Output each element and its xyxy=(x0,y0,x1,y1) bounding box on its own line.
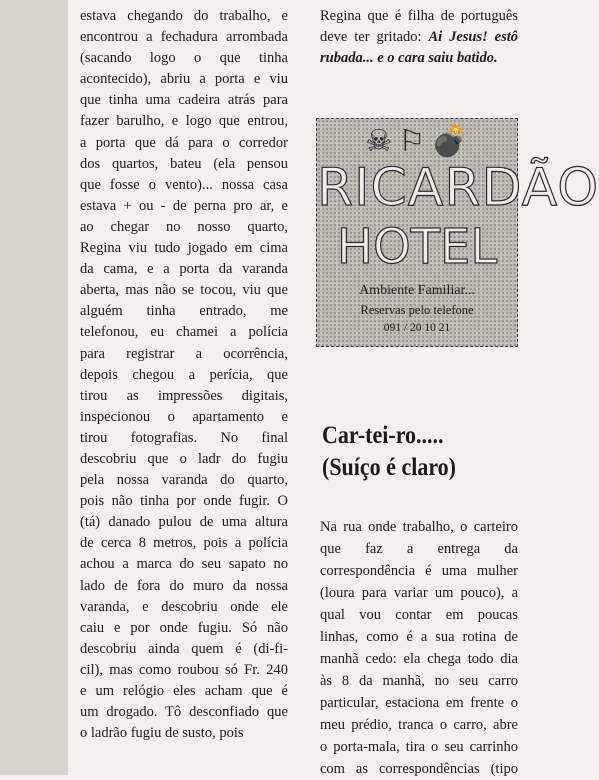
ad-title: RICARDÃO xyxy=(317,158,599,218)
text-line: lado de fora do muro da nossa xyxy=(80,577,288,594)
text-line: (loura para variar um pouco), a xyxy=(320,585,518,601)
text-line: pela nossa varanda do quarto, xyxy=(80,472,288,489)
exclamation-text: Ai Jesus! estô xyxy=(428,29,518,45)
ad-reservation-text: Reservas pelo telefone xyxy=(360,303,474,317)
text-line: às 8 da manhã, no seu carro xyxy=(320,673,518,689)
skull-crossbones-icon: ☠ xyxy=(365,125,393,158)
text-line: encontrou a fechadura arrombada xyxy=(80,29,288,46)
right-article-top xyxy=(320,6,518,69)
text-line: o ladrão fugiu de susto, pois xyxy=(80,725,244,742)
text-line: para registrar a ocorrência, xyxy=(80,345,288,362)
text-line: que fosse o vento)... nossa casa xyxy=(80,176,288,193)
text-line: que tinha uma cadeira atrás para xyxy=(80,92,288,109)
text-line: dos quartos, bateu (ela pensou xyxy=(80,155,288,172)
text-line: tirou fotografias. No final xyxy=(80,429,288,446)
text-line: e um relógio eles acham que é xyxy=(80,683,288,699)
bomb-icon: 💣 xyxy=(431,125,469,158)
text-line: descobriu que o ladr do fugiu xyxy=(80,450,288,467)
text-line: caiu e por onde fugiu. Só não xyxy=(80,619,288,636)
exclamation-text: rubada... e o cara saiu batido. xyxy=(320,50,498,66)
text-line: alguém tinha entrado, me xyxy=(80,303,288,320)
text-line: o porta-mala, tira o seu carrinho xyxy=(320,739,518,755)
text-line: achou a marca do seu sapato no xyxy=(80,556,288,573)
text-line: um drogado. Tô desconfiado que xyxy=(80,704,288,721)
text-line: linhas, como é a sua rotina de xyxy=(320,629,518,645)
text-line: manhã cedo: ela chega todo dia xyxy=(320,651,518,667)
text-line: Regina que é filha de português xyxy=(320,8,518,24)
article-headline xyxy=(322,420,498,484)
text-line: Regina viu tudo jogado em cima xyxy=(80,240,288,257)
text-plain: deve ter gritado: xyxy=(320,29,429,45)
text-line: que faz a entrega da xyxy=(320,541,518,557)
text-line: Na rua onde trabalho, o carteiro xyxy=(320,519,518,535)
text-line: cil), mas como roubou só Fr. 240 xyxy=(80,661,288,678)
text-line: fazer barulho, e logo que entrou, xyxy=(80,113,288,130)
ad-phone-number: 091 / 20 10 21 xyxy=(383,322,451,334)
text-line: qual vou contar em poucas xyxy=(320,607,518,623)
text-line: particular, estaciona em frente o xyxy=(320,695,518,711)
text-line xyxy=(320,27,518,48)
left-article-column xyxy=(80,6,288,744)
text-line: descobriu ainda quem é (di-fi- xyxy=(80,640,288,657)
text-line: (tá) danado pulou de uma altura xyxy=(80,514,288,531)
headline-line: Car-tei-ro..... xyxy=(322,422,444,449)
text-line: a porta que dá para o corredor xyxy=(80,134,288,151)
text-line: correspondência é uma mulher xyxy=(320,563,518,579)
text-line: (sacando logo o que tinha xyxy=(80,50,288,67)
text-line: com as correspondências (tipo xyxy=(320,761,518,777)
page-margin xyxy=(0,0,68,775)
hotel-advertisement xyxy=(316,118,599,347)
text-line: aberta, mas não se tocou, viu que xyxy=(80,282,288,299)
text-line: acontecido), abriu a porta e viu xyxy=(80,71,288,88)
text-line: pois não tinha por onde fugir. O xyxy=(80,493,288,510)
text-line: varanda, e descobriu onde ele xyxy=(80,598,288,615)
right-article-bottom xyxy=(320,516,518,780)
text-line: da cama, e a porta da varanda xyxy=(80,261,288,278)
text-line: meu prédio, tranca o carro, abre xyxy=(320,717,518,733)
headline-line: (Suíço é claro) xyxy=(322,454,457,481)
text-line: depois chegou a perícia, que xyxy=(80,366,288,383)
text-line: inspecionou o apartamento e xyxy=(80,408,288,425)
text-line: tirou as impressões digitais, xyxy=(80,387,288,404)
text-line: telefonou, eu chamei a polícia xyxy=(80,324,288,341)
text-line: de cerca 8 metros, pois a polícia xyxy=(80,535,288,552)
ad-tagline: Ambiente Familiar... xyxy=(359,283,475,298)
ad-subtitle: HOTEL xyxy=(336,219,498,275)
text-line: estava + ou - de perna pro ar, e xyxy=(80,197,288,214)
text-line: ao chegar no nosso quarto, xyxy=(80,218,288,235)
ad-icons xyxy=(317,125,517,159)
text-line: estava chegando do trabalho, e xyxy=(80,8,288,24)
flag-icon: ⚐ xyxy=(398,125,426,158)
